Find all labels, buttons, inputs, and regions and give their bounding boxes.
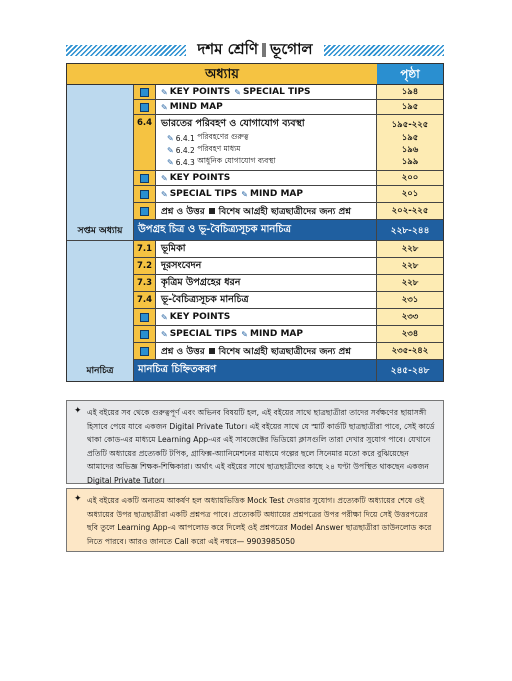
map-section-row bbox=[67, 360, 443, 381]
row-icon-cell bbox=[134, 186, 156, 202]
toc-row bbox=[134, 186, 443, 203]
digital-tutor-text: এই বইয়ের সব থেকে গুরুত্বপূর্ণ এবং অভিনব বিষয়টি হল, এই বইয়ের সাথে ছাত্রছাত্রীরা তাদের সর্বক্ষণের ছায়াসঙ্গী হিসাবে পেয়ে যাবে একজন Digital Private Tutor। এই বইয়ের সাথে যে স্মার্ট কার্ডটি ছাত্রছাত্রীরা পাবে, সেই কার্ডে থাকা কোড-এর মাধ্যমে Learning App-এর এই সাবজেক্টের ভিডিয়ো ক্লাসগুলি তারা দেখার সুযোগ পাবে। যেখানে প্রতিটি অধ্যায়ের প্রত্যেকটি টপিক, গ্রাফিক্স-অ্যানিমেশনের মাধ্যমে গল্পের ছলে সিনেমার মতো করে বুঝিয়েছেন আমাদের অভিজ্ঞ শিক্ষক-শিক্ষিকারা। অর্থাৎ এই বইয়ের সাথে ছাত্রছাত্রীদের কাছে ২৪ ঘণ্টা উপস্থিত থাকছেন একজন Digital Private Tutor। bbox=[87, 408, 435, 485]
col-page-header: পৃষ্ঠা bbox=[377, 64, 443, 84]
title-separator bbox=[262, 43, 266, 57]
digital-tutor-note bbox=[66, 400, 444, 484]
row-page: ২২৮ bbox=[377, 258, 443, 274]
toc-row bbox=[134, 85, 443, 100]
class-label: দশম শ্রেণি bbox=[197, 39, 259, 58]
header-hatch-left bbox=[66, 45, 186, 56]
pen-icon: ✎ bbox=[234, 87, 241, 97]
row-page: ২৩৫-২৪২ bbox=[377, 343, 443, 359]
row-icon-cell bbox=[134, 171, 156, 185]
page-header bbox=[66, 40, 444, 60]
row-page: ২০০ bbox=[377, 171, 443, 185]
row-text: ভূ-বৈচিত্র্যসূচক মানচিত্র bbox=[156, 292, 377, 308]
mock-test-text: এই বইয়ের একটি অন্যতম আকর্ষণ হল অধ্যায়ভিত্তিক Mock Test দেওয়ার সুযোগ। প্রত্যেকটি অধ্যায়ের শেষে ওই অধ্যায়ের উপর ছাত্রছাত্রীরা একটি প্রশ্নপত্র পাবে। প্রত্যেকটি অধ্যায়ের প্রশ্নপত্রের উপর পরীক্ষা দিয়ে সেই উত্তরপত্রের ছবি তুলে Learning App-এ আপলোড করে দিলেই ওই প্রশ্নপত্রের Model Answer ছাত্রছাত্রীরা ডাউনলোড করে নিতে পারবে। আরও জানতে Call করো এই নম্বরে— 9903985050 bbox=[87, 496, 432, 546]
chapter-7-label-cell bbox=[67, 241, 134, 360]
chapter-7-header bbox=[67, 220, 443, 241]
row-page: ২২৮ bbox=[377, 241, 443, 257]
book-icon bbox=[140, 207, 149, 216]
star-icon: ✦ bbox=[74, 494, 82, 504]
chapter-7-title: উপগ্রহ চিত্র ও ভূ-বৈচিত্র্যসূচক মানচিত্র bbox=[134, 220, 377, 240]
subject-label: ভূগোল bbox=[270, 39, 313, 58]
col-chapter-header: অধ্যায় bbox=[205, 67, 239, 82]
map-section-pages: ২৪৫-২৪৮ bbox=[377, 360, 443, 381]
toc-row bbox=[134, 275, 443, 292]
book-icon bbox=[140, 330, 149, 339]
row-text: ✎ SPECIAL TIPS ✎ MIND MAP bbox=[156, 186, 377, 202]
toc-row bbox=[134, 292, 443, 309]
book-icon bbox=[140, 313, 149, 322]
pen-icon: ✎ bbox=[161, 87, 168, 97]
toc-row bbox=[134, 171, 443, 186]
pen-icon: ✎ bbox=[161, 102, 168, 112]
pen-icon: ✎ bbox=[167, 145, 174, 155]
row-text: ✎ KEY POINTS bbox=[156, 171, 377, 185]
row-page: ২০২-২২৫ bbox=[377, 203, 443, 219]
row-text: ✎ KEY POINTS bbox=[156, 309, 377, 325]
map-section-title: মানচিত্র চিহ্নিতকরণ bbox=[134, 360, 377, 381]
row-text: ✎ SPECIAL TIPS ✎ MIND MAP bbox=[156, 326, 377, 342]
sub-item: ✎ 6.4.3 আধুনিক যোগাযোগ ব্যবস্থা bbox=[167, 156, 276, 167]
page-title bbox=[186, 40, 324, 60]
row-number: 6.4 bbox=[134, 115, 156, 170]
pen-icon: ✎ bbox=[241, 329, 248, 339]
row-number: 7.3 bbox=[134, 275, 156, 291]
pen-icon: ✎ bbox=[167, 157, 174, 167]
section-title: ভারতের পরিবহণ ও যোগাযোগ ব্যবস্থা bbox=[161, 118, 305, 129]
mock-test-note bbox=[66, 488, 444, 552]
star-icon: ✦ bbox=[74, 406, 82, 416]
toc-row bbox=[134, 326, 443, 343]
row-page: ১৯৫ bbox=[377, 100, 443, 114]
chapter-7-pages: ২২৮-২৪৪ bbox=[377, 220, 443, 240]
row-text: দূরসংবেদন bbox=[156, 258, 377, 274]
row-pages: ১৯৫-২২৫ ১৯৫ ১৯৬ ১৯৯ bbox=[377, 115, 443, 170]
row-icon-cell bbox=[134, 85, 156, 99]
row-page: ২০১ bbox=[377, 186, 443, 202]
pen-icon: ✎ bbox=[167, 133, 174, 143]
row-text: ✎ KEY POINTS ✎ SPECIAL TIPS bbox=[156, 85, 377, 99]
table-of-contents bbox=[66, 63, 444, 382]
map-section-label: মানচিত্র bbox=[67, 360, 134, 381]
toc-row bbox=[134, 309, 443, 326]
pen-icon: ✎ bbox=[161, 173, 168, 183]
header-hatch-right bbox=[324, 45, 444, 56]
book-icon bbox=[140, 174, 149, 183]
row-number: 7.2 bbox=[134, 258, 156, 274]
row-icon-cell bbox=[134, 100, 156, 114]
toc-row-6-4 bbox=[134, 115, 443, 171]
row-icon-cell bbox=[134, 203, 156, 219]
toc-row bbox=[134, 343, 443, 360]
row-text: ভূমিকা bbox=[156, 241, 377, 257]
row-page: ২২৮ bbox=[377, 275, 443, 291]
row-text: কৃত্রিম উপগ্রহের ধরন bbox=[156, 275, 377, 291]
pen-icon: ✎ bbox=[241, 189, 248, 199]
row-icon-cell bbox=[134, 343, 156, 359]
square-bullet bbox=[209, 208, 215, 214]
row-number: 7.4 bbox=[134, 292, 156, 308]
row-page: ২৩১ bbox=[377, 292, 443, 308]
book-icon bbox=[140, 190, 149, 199]
book-icon bbox=[140, 88, 149, 97]
toc-row bbox=[134, 100, 443, 115]
pen-icon: ✎ bbox=[161, 312, 168, 322]
toc-header-row bbox=[67, 64, 443, 85]
toc-row bbox=[134, 258, 443, 275]
row-icon-cell bbox=[134, 326, 156, 342]
row-page: ২৩৩ bbox=[377, 309, 443, 325]
row-text bbox=[156, 115, 377, 170]
row-text: ✎ MIND MAP bbox=[156, 100, 377, 114]
sub-item: ✎ 6.4.1 পরিবহণের গুরুত্ব bbox=[167, 132, 249, 143]
chapter-7-label: সপ্তম অধ্যায় bbox=[67, 220, 134, 240]
row-icon-cell bbox=[134, 309, 156, 325]
toc-row bbox=[134, 203, 443, 220]
book-icon bbox=[140, 347, 149, 356]
row-page: ১৯৪ bbox=[377, 85, 443, 99]
row-text: প্রশ্ন ও উত্তর বিশেষ আগ্রহী ছাত্রছাত্রীদের জন্য প্রশ্ন bbox=[156, 203, 377, 219]
book-icon bbox=[140, 103, 149, 112]
pen-icon: ✎ bbox=[161, 189, 168, 199]
pen-icon: ✎ bbox=[161, 329, 168, 339]
toc-row bbox=[134, 241, 443, 258]
square-bullet bbox=[209, 348, 215, 354]
row-page: ২৩৪ bbox=[377, 326, 443, 342]
row-number: 7.1 bbox=[134, 241, 156, 257]
sub-item: ✎ 6.4.2 পরিবহণ মাধ্যম bbox=[167, 144, 241, 155]
chapter-6-label-cell bbox=[67, 85, 134, 220]
row-text: প্রশ্ন ও উত্তর বিশেষ আগ্রহী ছাত্রছাত্রীদের জন্য প্রশ্ন bbox=[156, 343, 377, 359]
